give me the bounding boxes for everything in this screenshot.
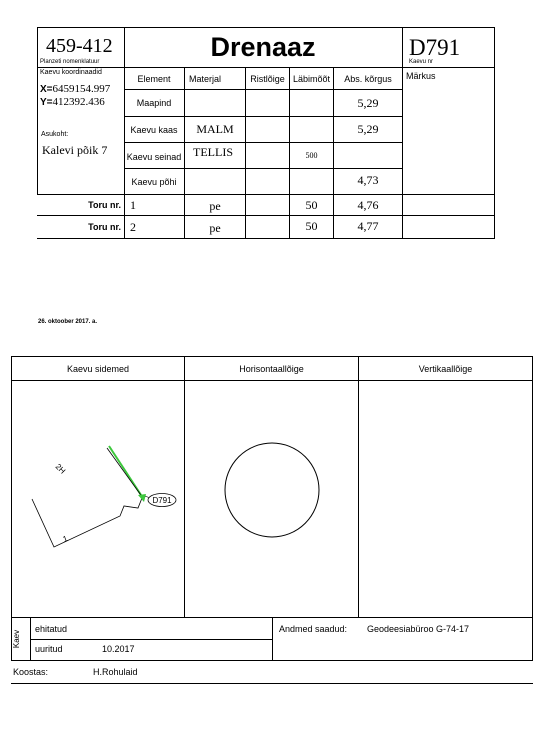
- pipe-diameter: 50: [305, 219, 318, 233]
- row-element: Kaevu kaas: [130, 124, 178, 135]
- pipe-abs-height: 4,77: [357, 219, 379, 233]
- well-circle: [225, 443, 319, 537]
- row-element: Kaevu põhi: [131, 176, 177, 187]
- pipe-2-outline: [107, 448, 143, 498]
- row-element: Kaevu seinad: [126, 152, 182, 162]
- pipe-1-line: [32, 498, 142, 547]
- pipe-material: pe: [209, 220, 221, 235]
- well-number: D791: [409, 35, 461, 60]
- x-coordinate: X=6459154.997: [40, 83, 111, 95]
- row-element: Maapind: [136, 98, 172, 108]
- author-value: H.Rohulaid: [93, 667, 138, 677]
- location-value: Kalevi põik 7: [42, 143, 108, 157]
- row-diameter: 500: [305, 151, 318, 160]
- col-title-vertical: Vertikaallõige: [418, 363, 473, 374]
- source-label: Andmed saadud:: [279, 624, 348, 634]
- plan-number: 459-412: [46, 35, 113, 57]
- source-value: Geodeesiabüroo G-74-17: [367, 624, 470, 634]
- col-diameter: Läbimõõt: [292, 73, 331, 84]
- date-line: 26. oktoober 2017. a.: [38, 319, 98, 325]
- row-material: MALM: [196, 122, 234, 136]
- row-abs-height: 4,73: [357, 172, 379, 187]
- row-material: TELLIS: [193, 145, 233, 159]
- col-title-connections: Kaevu sidemed: [66, 363, 130, 374]
- connections-sketch: [12, 381, 184, 617]
- plan-caption: Planzeti nomenklatuur: [40, 59, 100, 65]
- built-label: ehitatud: [35, 624, 68, 634]
- location-label: Asukoht:: [41, 131, 69, 138]
- well-caption: Kaevu nr: [409, 59, 434, 65]
- col-note: Märkus: [406, 71, 436, 81]
- col-material: Materjal: [189, 73, 222, 84]
- row-abs-height: 5,29: [357, 95, 379, 110]
- horizontal-section-sketch: [185, 381, 358, 617]
- col-title-horizontal: Horisontaallõige: [239, 363, 304, 374]
- well-marker: [138, 494, 146, 502]
- pipe-label-2h: 2H: [53, 462, 68, 476]
- pipe-label: Toru nr.: [88, 221, 121, 232]
- row-abs-height: 5,29: [357, 122, 379, 136]
- pipe-diameter: 50: [305, 197, 318, 212]
- col-section: Ristlõige: [250, 73, 285, 84]
- surveyed-value: 10.2017: [102, 644, 135, 654]
- pipe-abs-height: 4,76: [357, 197, 379, 212]
- pipe-label-1: 1: [61, 533, 69, 544]
- col-abs-height: Abs. kõrgus: [344, 73, 392, 84]
- pipe-number: 1: [130, 198, 136, 212]
- page-title: Drenaaz: [210, 32, 316, 62]
- surveyed-label: uuritud: [35, 644, 63, 654]
- pipe-material: pe: [209, 198, 221, 213]
- pipe-number: 2: [130, 220, 136, 234]
- author-label: Koostas:: [13, 667, 49, 677]
- y-coordinate: Y=412392.436: [40, 96, 105, 108]
- pipe-2-line: [109, 446, 143, 498]
- col-element: Element: [137, 73, 171, 84]
- side-label: Kaev: [12, 629, 21, 649]
- pipe-label: Toru nr.: [88, 200, 121, 210]
- coordinates-label: Kaevu koordinaadid: [40, 69, 102, 76]
- well-tag: D791: [152, 496, 172, 505]
